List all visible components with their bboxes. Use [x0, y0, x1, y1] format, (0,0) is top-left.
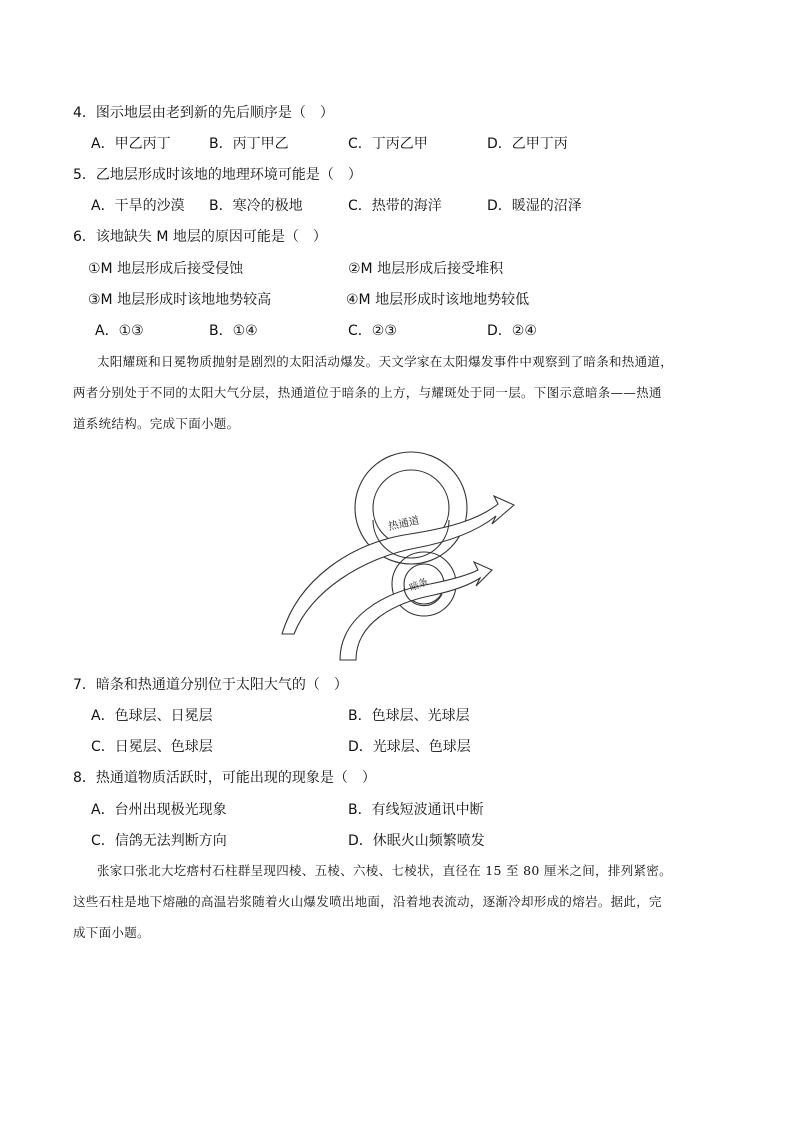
q8-option-c: C．信鸽无法判断方向 — [91, 833, 227, 849]
hot-channel-label: 热通道 — [387, 514, 421, 533]
question-6-stem: 6．该地缺失 M 地层的原因可能是（ ） — [73, 229, 327, 245]
q8-option-d: D．休眠火山频繁喷发 — [348, 833, 485, 849]
passage-line: 两者分别处于不同的太阳大气分层，热通道位于暗条的上方，与耀斑处于同一层。下图示意暗条——热通 — [73, 385, 662, 400]
q7-option-a: A．色球层、日冕层 — [91, 708, 213, 724]
q5-option-b: B．寒冷的极地 — [209, 198, 303, 214]
diagram-svg — [270, 448, 530, 663]
q5-option-c: C．热带的海洋 — [348, 198, 442, 214]
passage-solar-activity — [73, 346, 733, 439]
passage-basalt-columns — [73, 855, 733, 948]
question-7-stem: 7．暗条和热通道分别位于太阳大气的（ ） — [73, 677, 348, 693]
passage-line: 太阳耀斑和日冕物质抛射是剧烈的太阳活动爆发。天文学家在太阳爆发事件中观察到了暗条和热通道， — [97, 354, 674, 369]
q6-statement-3: ③M 地层形成时该地地势较高 — [88, 292, 272, 308]
q6-statement-4: ④M 地层形成时该地地势较低 — [346, 292, 530, 308]
filament-arrow — [340, 562, 492, 660]
passage-line: 道系统结构。完成下面小题。 — [73, 416, 240, 431]
q6-option-d: D．②④ — [487, 323, 537, 339]
q8-option-b: B．有线短波通讯中断 — [348, 802, 484, 818]
q6-option-b: B．①④ — [209, 323, 258, 339]
q8-option-a: A．台州出现极光现象 — [91, 802, 227, 818]
q4-option-c: C．丁丙乙甲 — [348, 136, 428, 152]
filament-hot-channel-figure — [270, 448, 530, 663]
q6-statement-1: ①M 地层形成后接受侵蚀 — [88, 261, 244, 277]
question-8-stem: 8．热通道物质活跃时，可能出现的现象是（ ） — [73, 770, 376, 786]
q6-statement-2: ②M 地层形成后接受堆积 — [348, 261, 504, 277]
q4-option-b: B．丙丁甲乙 — [209, 136, 289, 152]
q6-option-c: C．②③ — [348, 323, 397, 339]
q5-option-a: A．干旱的沙漠 — [91, 198, 185, 214]
passage-line: 成下面小题。 — [73, 925, 150, 940]
passage-line: 张家口张北大圪瘩村石柱群呈现四棱、五棱、六棱、七棱状，直径在 15 至 80 厘米之间，排列紧密。 — [97, 863, 672, 878]
passage-line: 这些石柱是地下熔融的高温岩浆随着火山爆发喷出地面，沿着地表流动，逐渐冷却形成的熔岩。据此，完 — [73, 894, 662, 909]
q6-option-a: A．①③ — [95, 323, 144, 339]
q4-option-d: D．乙甲丁丙 — [487, 136, 568, 152]
q4-option-a: A．甲乙丙丁 — [91, 136, 171, 152]
q7-option-b: B．色球层、光球层 — [348, 708, 470, 724]
q5-option-d: D．暖湿的沼泽 — [487, 198, 582, 214]
q7-option-c: C．日冕层、色球层 — [91, 739, 213, 755]
question-4-stem: 4．图示地层由老到新的先后顺序是（ ） — [73, 105, 334, 121]
question-5-stem: 5．乙地层形成时该地的地理环境可能是（ ） — [73, 167, 362, 183]
filament-label: 暗条 — [408, 576, 430, 594]
q7-option-d: D．光球层、色球层 — [348, 739, 471, 755]
